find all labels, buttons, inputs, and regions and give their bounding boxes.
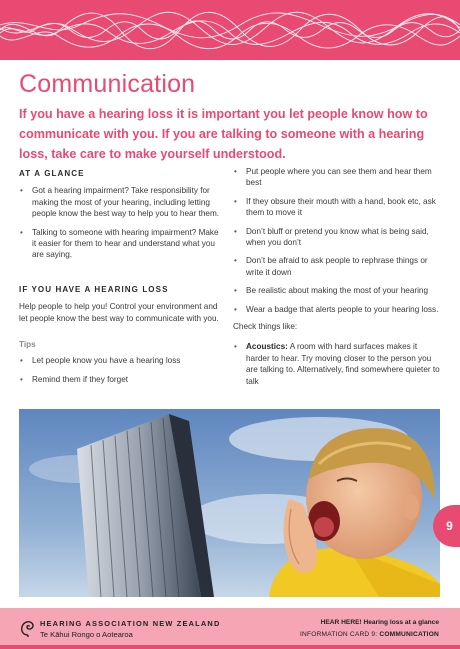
hearing-loss-heading: IF YOU HAVE A HEARING LOSS xyxy=(19,284,169,294)
series-title: HEAR HERE! Hearing loss at a glance xyxy=(320,619,439,626)
left-column xyxy=(19,168,224,392)
list-item: • Got a hearing impairment? Take responsibility for making the most of your hearing, including letting people know the best way to help you to hear them. xyxy=(19,185,224,219)
card-label xyxy=(300,631,439,638)
check-text: A room with hard surfaces makes it harder to hear. Try moving closer to the person you are talking to. Alternatively, find somewhere quieter to talk xyxy=(246,342,440,386)
organisation-subtitle: Te Kāhui Rongo o Aotearoa xyxy=(40,630,133,639)
check-term: Acoustics: xyxy=(246,342,288,352)
koru-logo-icon xyxy=(20,619,36,637)
list-item xyxy=(233,341,443,387)
tips-label: Tips xyxy=(19,340,36,350)
organisation-name: HEARING ASSOCIATION NEW ZEALAND xyxy=(40,619,221,628)
list-item: • Be realistic about making the most of your hearing xyxy=(233,285,443,296)
list-item: • Remind them if they forget xyxy=(19,374,224,385)
intro-paragraph: If you have a hearing loss it is important you let people know how to communicate with you. If you are talking to someone with a hearing loss, take care to make yourself understood. xyxy=(19,107,428,161)
footer-bar xyxy=(0,608,460,649)
at-a-glance-list xyxy=(19,185,224,260)
list-item: • Don’t bluff or pretend you know what is being said, when you don’t xyxy=(233,226,443,249)
list-item: • If they obsure their mouth with a hand, book etc, ask them to move it xyxy=(233,196,443,219)
sound-wave-decoration xyxy=(0,0,460,60)
list-item: • Talking to someone with hearing impairment? Make it easier for them to hear and understand what you are saying. xyxy=(19,227,224,261)
list-item: • Wear a badge that alerts people to your hearing loss. xyxy=(233,304,443,315)
list-item: • Let people know you have a hearing loss xyxy=(19,355,224,366)
tips-list xyxy=(19,355,224,385)
card-title: COMMUNICATION xyxy=(379,631,439,638)
at-a-glance-heading: AT A GLANCE xyxy=(19,169,85,178)
check-list xyxy=(233,341,443,387)
right-column xyxy=(233,166,443,394)
photo-illustration xyxy=(19,409,440,597)
card-prefix: INFORMATION CARD 9: xyxy=(300,631,378,638)
tips-list-continued xyxy=(233,166,443,315)
footer-accent-strip xyxy=(0,645,460,649)
check-things-label: Check things like: xyxy=(233,322,298,332)
list-item: • Don’t be afraid to ask people to rephrase things or write it down xyxy=(233,255,443,278)
header-banner xyxy=(0,0,460,60)
hearing-loss-paragraph: Help people to help you! Control your environment and let people know the best way to communicate with you. xyxy=(19,302,219,323)
boy-shouting-photo xyxy=(19,409,440,597)
page-number-tab: 9 xyxy=(433,505,460,547)
page-title: Communication xyxy=(19,70,196,98)
list-item: • Put people where you can see them and hear them best xyxy=(233,166,443,189)
